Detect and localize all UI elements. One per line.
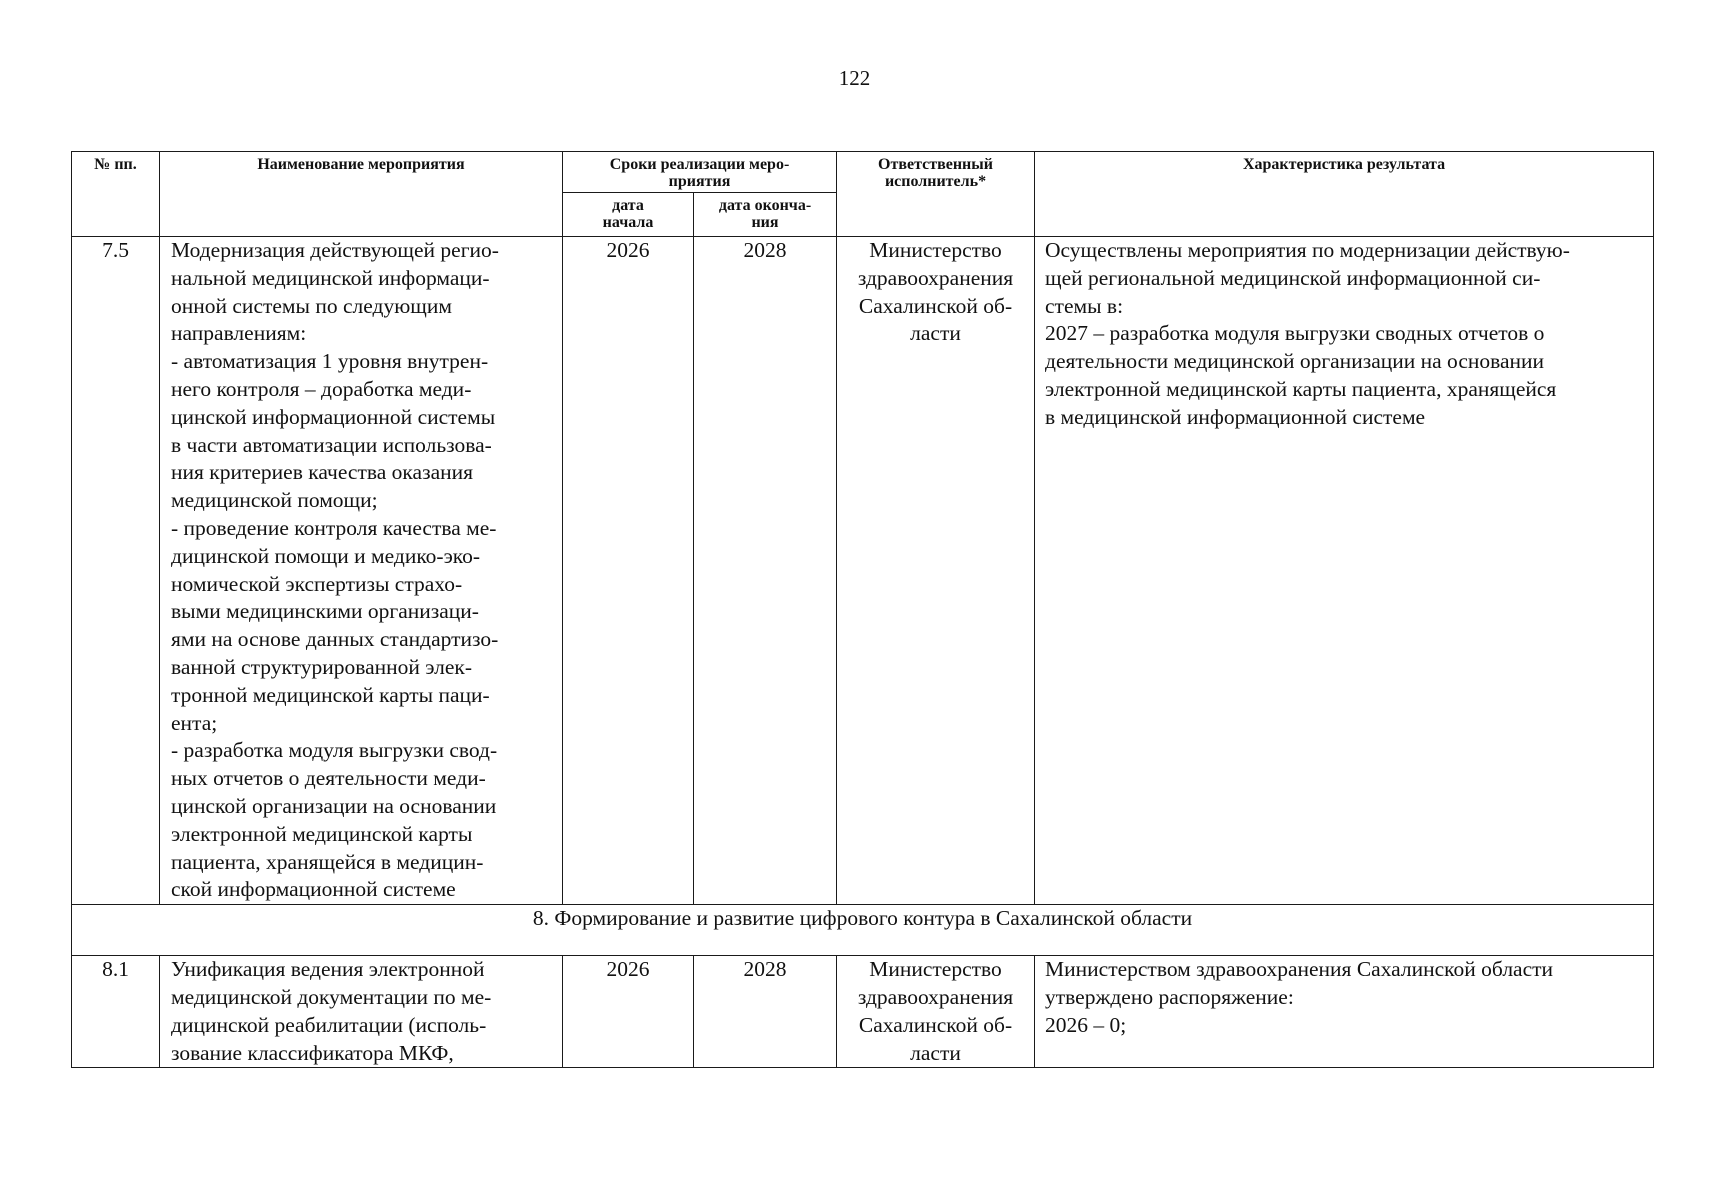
result-line: деятельности медицинской организации на основании (1045, 349, 1545, 374)
start-date: 2026 (563, 237, 694, 905)
activity-name-line: цинской организации на основании (171, 793, 497, 818)
result-line: щей региональной медицинской информационной си- (1045, 265, 1541, 290)
activity-name-line: пациента, хранящейся в медицин- (171, 849, 484, 874)
responsible-line: здравоохранения (857, 265, 1014, 290)
header-start-line: дата (612, 197, 644, 214)
header-name: Наименование мероприятия (160, 152, 563, 237)
activity-name-line: ями на основе данных стандартизо- (171, 627, 499, 652)
result-line: Министерством здравоохранения Сахалинской области (1045, 957, 1554, 982)
activity-name-line: в части автоматизации использова- (171, 432, 492, 457)
activity-name-line: зование классификатора МКФ, (171, 1040, 454, 1065)
activity-name-line: - разработка модуля выгрузки свод- (171, 738, 498, 763)
page-number: 122 (838, 66, 871, 90)
activity-name-line: - проведение контроля качества ме- (171, 515, 497, 540)
activity-name-line: Модернизация действующей регио- (171, 238, 499, 262)
row-number: 8.1 (72, 956, 160, 1068)
result-line: Осуществлены мероприятия по модернизации действую- (1045, 238, 1570, 262)
activity-name-line: дицинской помощи и медико-эко- (171, 543, 481, 568)
activity-name-line: тронной медицинской карты паци- (171, 682, 490, 707)
activity-name (160, 237, 563, 905)
result-line: стемы в: (1045, 293, 1124, 318)
header-responsible-line: Ответственный (878, 156, 993, 173)
activity-name-line: онной системы по следующим (171, 293, 452, 318)
activity-name-line: цинской информационной системы (171, 404, 496, 429)
activity-name-line: ской информационной системе (171, 877, 456, 902)
activity-name-line: ванной структурированной элек- (171, 654, 473, 679)
table-row (72, 956, 1654, 1068)
activity-name (160, 956, 563, 1068)
responsible-executor (837, 237, 1035, 905)
responsible-executor (837, 956, 1035, 1068)
activity-name-line: ента; (171, 710, 218, 735)
header-end-line: ния (751, 214, 779, 231)
header-result: Характеристика результата (1035, 152, 1654, 237)
header-start-date (563, 193, 694, 237)
row-number: 7.5 (72, 237, 160, 905)
activity-name-line: него контроля – доработка меди- (171, 376, 472, 401)
activity-name-line: направлениям: (171, 321, 307, 346)
activity-name-line: нальной медицинской информаци- (171, 265, 490, 290)
header-start-line: начала (602, 214, 654, 231)
responsible-line: ласти (910, 1040, 961, 1065)
result-description (1035, 237, 1654, 905)
header-end-date (694, 193, 837, 237)
end-date: 2028 (694, 956, 837, 1068)
header-period (563, 152, 837, 193)
activity-name-line: номической экспертизы страхо- (171, 571, 463, 596)
end-date: 2028 (694, 237, 837, 905)
responsible-line: Сахалинской об- (858, 293, 1013, 318)
result-line: в медицинской информационной системе (1045, 404, 1426, 429)
header-period-line: приятия (668, 173, 731, 190)
activity-name-line: выми медицинскими организаци- (171, 599, 479, 624)
result-line: утверждено распоряжение: (1045, 984, 1294, 1009)
result-description (1035, 956, 1654, 1068)
result-line: электронной медицинской карты пациента, хранящейся (1045, 376, 1557, 401)
result-line: 2026 – 0; (1045, 1012, 1127, 1037)
activity-name-line: электронной медицинской карты (171, 821, 473, 846)
responsible-line: здравоохранения (857, 984, 1014, 1009)
header-responsible-line: исполнитель* (884, 173, 987, 190)
activity-name-line: медицинской документации по ме- (171, 984, 492, 1009)
section-title: 8. Формирование и развитие цифрового контура в Сахалинской области (72, 905, 1654, 956)
activity-name-line: - автоматизация 1 уровня внутрен- (171, 349, 489, 374)
section-row (72, 905, 1654, 956)
header-responsible (837, 152, 1035, 237)
header-end-line: дата оконча- (718, 197, 812, 214)
table-row (72, 237, 1654, 905)
activity-name-line: ных отчетов о деятельности меди- (171, 766, 486, 791)
responsible-line: ласти (910, 321, 961, 346)
responsible-line: Сахалинской об- (858, 1012, 1013, 1037)
responsible-line: Министерство (869, 957, 1002, 982)
activity-name-line: ния критериев качества оказания (171, 460, 474, 485)
start-date: 2026 (563, 956, 694, 1068)
header-period-line: Сроки реализации меро- (609, 156, 790, 173)
activities-table (71, 151, 1654, 1068)
header-num: № пп. (72, 152, 160, 237)
table-header (72, 152, 1654, 237)
result-line: 2027 – разработка модуля выгрузки сводных отчетов о (1045, 321, 1545, 346)
activity-name-line: Унификация ведения электронной (171, 957, 485, 982)
responsible-line: Министерство (869, 238, 1002, 262)
activity-name-line: дицинской реабилитации (исполь- (171, 1012, 487, 1037)
activity-name-line: медицинской помощи; (171, 488, 378, 513)
